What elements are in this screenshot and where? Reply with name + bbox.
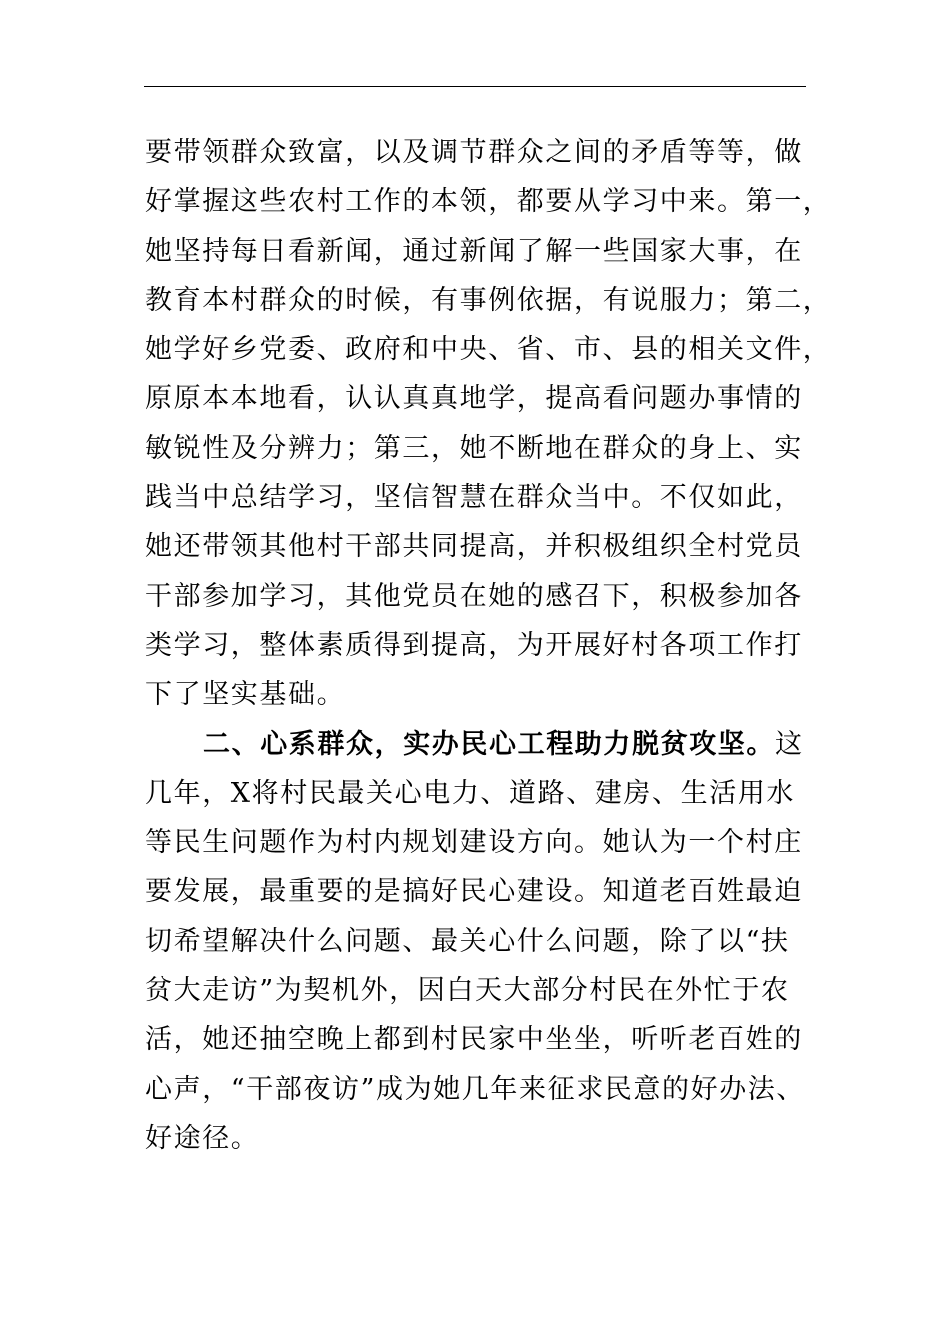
text-line: 几年，X将村民最关心电力、道路、建房、生活用水 xyxy=(145,777,796,809)
paragraph-1 xyxy=(145,128,835,720)
heading-line-rest: 这 xyxy=(775,728,804,760)
text-line: 好途径。 xyxy=(145,1122,260,1154)
text-line: 心声，“干部夜访”成为她几年来征求民意的好办法、 xyxy=(145,1073,806,1105)
text-line: 干部参加学习，其他党员在她的感召下，积极参加各 xyxy=(145,580,803,612)
text-line: 她还带领其他村干部共同提高，并积极组织全村党员 xyxy=(145,531,803,563)
text-line: 她坚持每日看新闻，通过新闻了解一些国家大事，在 xyxy=(145,235,803,267)
text-line: 要带领群众致富，以及调节群众之间的矛盾等等，做 xyxy=(145,137,803,168)
text-line: 类学习，整体素质得到提高，为开展好村各项工作打 xyxy=(145,629,803,661)
body-text xyxy=(145,128,835,1163)
text-line: 要发展，最重要的是搞好民心建设。知道老百姓最迫 xyxy=(145,876,803,908)
text-line: 好掌握这些农村工作的本领，都要从学习中来。第一， xyxy=(145,186,832,218)
section-heading: 二、心系群众，实办民心工程助力脱贫攻坚。 xyxy=(203,728,775,760)
text-line: 教育本村群众的时候，有事例依据，有说服力；第二， xyxy=(145,284,832,316)
text-line: 原原本本地看，认认真真地学，提高看问题办事情的 xyxy=(145,383,803,415)
text-line: 践当中总结学习，坚信智慧在群众当中。不仅如此， xyxy=(145,482,803,514)
paragraph-2 xyxy=(145,720,835,1164)
text-line: 敏锐性及分辨力；第三，她不断地在群众的身上、实 xyxy=(145,432,803,464)
section-heading-line xyxy=(145,720,835,769)
text-line: 她学好乡党委、政府和中央、省、市、县的相关文件， xyxy=(145,334,832,366)
header-rule xyxy=(144,86,806,87)
text-line: 等民生问题作为村内规划建设方向。她认为一个村庄 xyxy=(145,827,803,859)
text-line: 贫大走访”为契机外，因白天大部分村民在外忙于农 xyxy=(145,975,790,1007)
text-line: 活，她还抽空晚上都到村民家中坐坐，听听老百姓的 xyxy=(145,1024,803,1056)
text-line: 切希望解决什么问题、最关心什么问题，除了以“扶 xyxy=(145,925,790,957)
text-line: 下了坚实基础。 xyxy=(145,679,346,711)
